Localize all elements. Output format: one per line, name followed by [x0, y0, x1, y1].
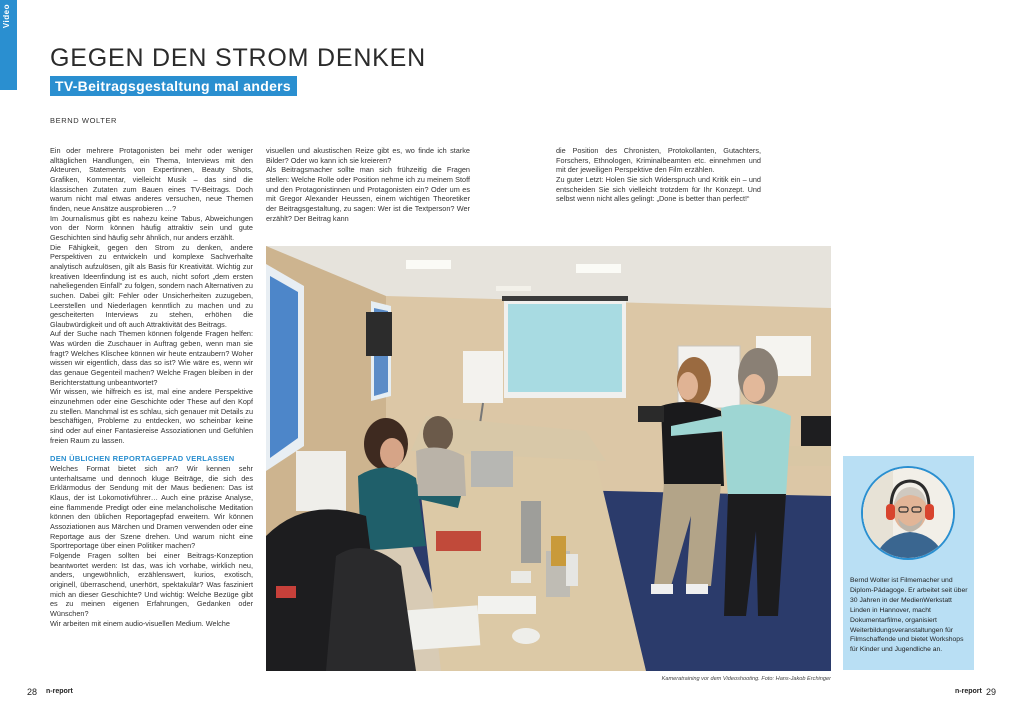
paragraph: Folgende Fragen sollten bei einer Beitrags-Konzeption beantwortet werden: Ist das, was ich vorhabe, wirklich neu, anders, ungewöhnlich, erzählenswert, kurios, exotisch, originell, überraschend, unerhört, spektakulär? Was fasziniert mich an dieser Geschichte? Und wichtig: Welche Bezüge gibt es zu meinen eigenen Erfahrungen, Gedanken oder Wünschen?: [50, 550, 253, 618]
page-number-right: 29: [986, 687, 997, 697]
section-tab-label: Video: [2, 4, 11, 29]
paragraph: Wir wissen, wie hilfreich es ist, mal eine andere Perspektive einzunehmen oder eine Geschichte oder These auf den Kopf zu stellen. Manchmal ist es schlau, sich genauer mit Details zu beschäftigen, Probleme zu entdecken, wo scheinbar keine sind oder auf einer Fantasiereise Assoziationen und Gefühlen freien Raum zu lassen.: [50, 387, 253, 445]
article-column-2: [266, 146, 470, 242]
author-bio-text: Bernd Wolter ist Filmemacher und Diplom-Pädagoge. Er arbeitet seit über 30 Jahren in der MedienWerkstatt Linden in Hannover, macht Dokumentarfilme, organisiert Weiterbildungsveranstaltungen für Filmschaffende und bietet Workshops für Kinder und Jugendliche an.: [850, 577, 968, 654]
paragraph: Im Journalismus gibt es nahezu keine Tabus, Abweichungen von der Norm können häufig attraktiv sein und gute Geschichten sind häufig sehr ähnlich, nur anders erzählt.: [50, 213, 253, 242]
page-number-left: 28: [27, 687, 38, 697]
article-subtitle: TV-Beitragsgestaltung mal anders: [50, 76, 297, 96]
section-heading: DEN ÜBLICHEN REPORTAGEPFAD VERLASSEN: [50, 454, 235, 464]
paragraph: Zu guter Letzt: Holen Sie sich Widerspruch und Kritik ein – und entscheiden Sie sich vielleicht trotzdem für Ihr Konzept. Und selbst wenn nicht alles gelingt: „Done is better than perfect!“: [556, 174, 761, 204]
paragraph: Die Fähigkeit, gegen den Strom zu denken, andere Perspektiven zu entwickeln und komplexe Sachverhalte analytisch aufzulösen, gilt als Basis für Kreativität. Wichtig zur kreativen Ideenfindung ist es auch, nicht sofort „dem ersten naheliegenden Einfall“ zu folgen, sondern nach Alternativen zu suchen. Dabei gilt: Fehler oder Unsicherheiten zuzugeben, Leerstellen und Niederlagen kenntlich zu machen und zu gescheiterten Interviews zu stehen, erhöhen die Glaubwürdigkeit und oft auch Attraktivität des Beitrags.: [50, 242, 253, 329]
article-column-3: [556, 146, 761, 232]
paragraph: die Position des Chronisten, Protokollanten, Gutachters, Forschers, Ethnologen, Kriminalbeamten etc. einnehmen und mit der jeweiligen Perspektive den Film erzählen.: [556, 146, 761, 175]
paragraph: Wir arbeiten mit einem audio-visuellen Medium. Welche: [50, 618, 230, 628]
paragraph: Welches Format bietet sich an? Wir kennen sehr unterhaltsame und dennoch kluge Beiträge, die sich des Erklärmodus der Sendung mit der Maus bedienen: Das ist Klaus, der ist Lokomotivführer… Auch eine präzise Analyse, eine flammende Predigt oder eine melancholische Meditation können den üblichen Reportagepfad erweitern. Wir können Assoziationen aus Märchen und Dramen verwenden oder eine Reportage aus der Szene drehen. Und warum nicht eine Sportreportage über einen Politiker machen?: [50, 464, 253, 551]
paragraph: Auf der Suche nach Themen können folgende Fragen helfen: Was würden die Zuschauer in Auftrag geben, wenn man sie fragt? Welches Klischee können wir heute entzaubern? Woher wissen wir eigentlich, dass das so ist? Wie wäre es, wenn wir das genaue Gegenteil machen? Welche Fragen bleiben in der Berichterstattung unbeantwortet?: [50, 329, 253, 387]
paragraph: Als Beitragsmacher sollte man sich frühzeitig die Fragen stellen: Welche Rolle oder Position nehme ich zu meinem Stoff und den Protagonistinnen und Protagonisten ein? Oder um es mit Gregor Alexander Heussen, einem wichtigen Theoretiker der Beitragsgestaltung, zu sagen: Wer ist die Textperson? Wer erzählt? Der Beitrag kann: [266, 165, 470, 223]
paragraph: Ein oder mehrere Protagonisten bei mehr oder weniger alltäglichen Handlungen, ein Thema, Interviews mit den Akteuren, Statements von Expertinnen, Beauty Shots, Grafiken, Kommentar, vielleicht Musik – das sind die klassischen Zutaten zum Bauen eines TV-Beitrags. Doch warum nicht mal etwas anderes versuchen, neue Themen finden, neue Ansätze ausprobieren …?: [50, 146, 253, 213]
brand-left: n-report: [46, 688, 73, 695]
workshop-photo: [266, 246, 831, 671]
article-title: GEGEN DEN STROM DENKEN: [50, 44, 426, 72]
article-column-1: [50, 146, 253, 681]
paragraph: visuellen und akustischen Reize gibt es, wo finde ich starke Bilder? Oder wo kann ich sie kreieren?: [266, 146, 470, 165]
author-bio-box: [843, 456, 974, 670]
author-avatar: [861, 466, 955, 560]
photo-caption: Kameratraining vor dem Videoshooting. Foto: Hans-Jakob Erchinger: [661, 676, 831, 682]
brand-right: n-report: [955, 688, 982, 695]
author-byline: BERND WOLTER: [50, 116, 118, 125]
section-tab: [0, 0, 17, 90]
